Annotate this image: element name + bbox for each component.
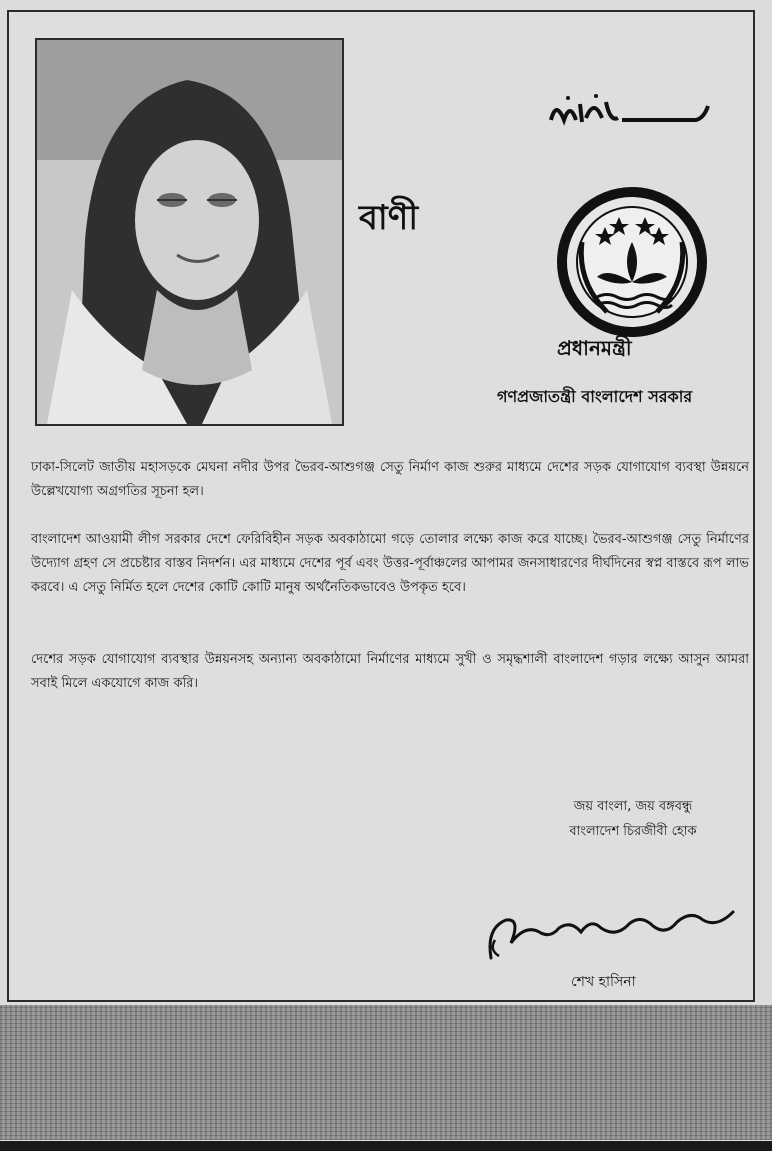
signer-name: শেখ হাসিনা	[571, 974, 636, 990]
message-paragraph-1: ঢাকা-সিলেট জাতীয় মহাসড়কে মেঘনা নদীর উপর ভৈরব-আশুগঞ্জ সেতু নির্মাণ কাজ শুরুর মাধ্যমে দেশের সড়ক যোগাযোগ ব্যবস্থা উন্নয়নে উল্লেখযোগ্য অগ্রগতির সূচনা হল।	[31, 460, 749, 499]
portrait-photo	[35, 38, 344, 426]
bismillah-calligraphy	[546, 92, 714, 134]
page-title: বাণী	[359, 198, 419, 238]
handwritten-signature	[481, 898, 743, 968]
government-line: গণপ্রজাতন্ত্রী বাংলাদেশ সরকার	[497, 387, 693, 406]
message-paragraph-2: বাংলাদেশ আওয়ামী লীগ সরকার দেশে ফেরিবিহীন সড়ক অবকাঠামো গড়ে তোলার লক্ষ্যে কাজ করে যাচ্ছে। ভৈরব-আশুগঞ্জ সেতু নির্মাণের উদ্যোগ গ্রহণ সে প্রচেষ্টার বাস্তব নিদর্শন। এর মাধ্যমে দেশের পূর্ব এবং উত্তর-পূর্বাঞ্চলের আপামর জনসাধারণের দীর্ঘদিনের স্বপ্ন বাস্তবে রূপ লাভ করবে। এ সেতু নির্মিত হলে দেশের কোটি কোটি মানুষ অর্থনৈতিকভাবেও উপকৃত হবে।	[31, 532, 749, 595]
scan-noise-band	[0, 1005, 772, 1140]
message-paragraph-3: দেশের সড়ক যোগাযোগ ব্যবস্থার উন্নয়নসহ অন্যান্য অবকাঠামো নির্মাণের মাধ্যমে সুখী ও সমৃদ্ধশালী বাংলাদেশ গড়ার লক্ষ্যে আসুন আমরা সবাই মিলে একযোগে কাজ করি।	[31, 652, 749, 691]
bottom-rule	[0, 1141, 772, 1151]
emblem-label: প্রধানমন্ত্রী	[557, 336, 632, 360]
closing-line-1: জয় বাংলা, জয় বঙ্গবন্ধু	[573, 799, 693, 814]
portrait-image	[37, 40, 342, 424]
message-frame	[7, 10, 755, 1002]
closing-line-2: বাংলাদেশ চিরজীবী হোক	[569, 824, 697, 839]
